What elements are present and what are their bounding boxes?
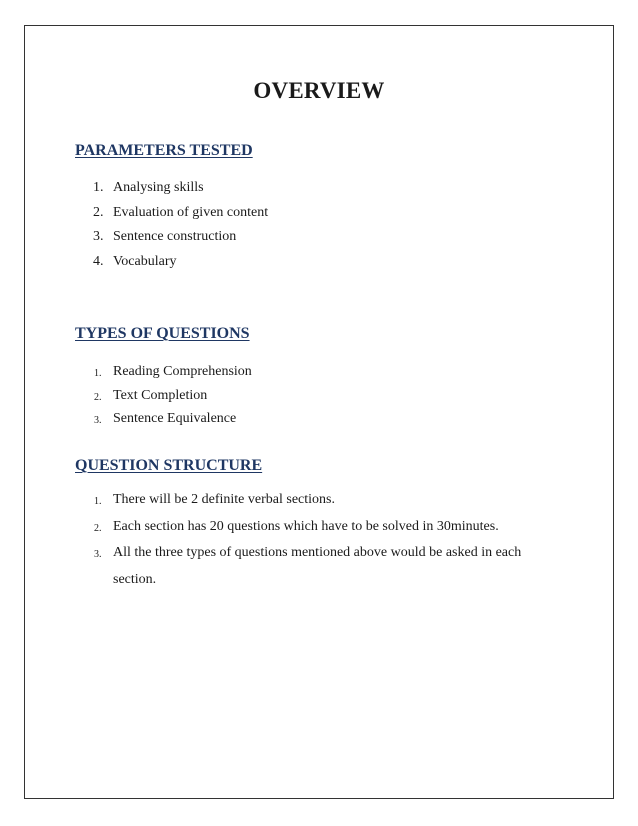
list-number: 4.: [93, 253, 104, 269]
list-number: 1.: [94, 368, 102, 379]
list-text: Analysing skills: [113, 180, 204, 195]
list-number: 2.: [94, 522, 102, 534]
list-item: [75, 407, 252, 431]
page-title: OVERVIEW: [253, 78, 385, 103]
list-text: There will be 2 definite verbal sections.: [113, 492, 335, 507]
list-text: Sentence Equivalence: [113, 411, 237, 426]
list-number: 3.: [93, 229, 104, 244]
heading-question-structure: QUESTION STRUCTURE: [75, 457, 263, 474]
list-number: 3.: [94, 549, 102, 560]
list-text: Sentence construction: [113, 229, 237, 244]
list-number: 2.: [93, 204, 104, 220]
list-item: [75, 487, 553, 514]
question-structure-list: [75, 487, 553, 593]
list-text: Evaluation of given content: [113, 204, 269, 220]
list-item: [75, 514, 553, 541]
list-item: [75, 250, 268, 275]
list-number: 1.: [93, 180, 104, 195]
list-item: [75, 176, 268, 201]
list-text: All the three types of questions mentioned above would be asked in each section.: [113, 545, 522, 587]
list-text: Reading Comprehension: [113, 364, 252, 379]
parameters-list: [75, 176, 268, 274]
list-item: [75, 540, 553, 593]
list-number: 2.: [94, 391, 102, 403]
question-types-list: [75, 360, 252, 431]
list-text: Vocabulary: [113, 253, 177, 269]
list-item: [75, 360, 252, 384]
heading-types-of-questions: TYPES OF QUESTIONS: [75, 325, 250, 342]
list-item: [75, 201, 268, 226]
list-number: 3.: [94, 415, 102, 426]
list-number: 1.: [94, 496, 102, 507]
list-item: [75, 384, 252, 408]
list-text: Text Completion: [113, 387, 208, 403]
list-item: [75, 225, 268, 250]
list-text: Each section has 20 questions which have to be solved in 30minutes.: [113, 518, 499, 534]
heading-parameters-tested: PARAMETERS TESTED: [75, 142, 253, 159]
